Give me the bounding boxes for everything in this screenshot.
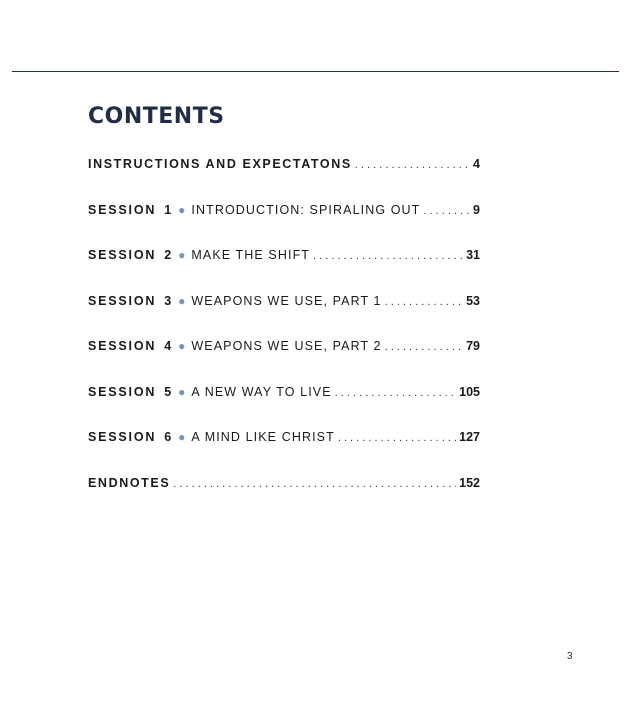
session-title: MAKE THE SHIFT — [191, 248, 311, 262]
session-word: SESSION — [88, 293, 157, 308]
dot-leader — [338, 432, 456, 444]
session-word: SESSION — [88, 202, 157, 217]
toc-page-number: 53 — [466, 293, 480, 308]
session-number: 5 — [164, 384, 172, 399]
toc-page-number: 4 — [473, 157, 480, 171]
toc-entry-session-1[interactable] — [88, 203, 480, 249]
dot-leader — [335, 387, 456, 399]
toc-page-number: 79 — [466, 339, 480, 353]
bullet-icon: ● — [178, 293, 186, 308]
session-title: A MIND LIKE CHRIST — [191, 430, 335, 444]
toc-entry-label: ENDNOTES — [88, 475, 171, 490]
dot-leader — [385, 296, 463, 308]
toc-entry-session-4[interactable] — [88, 339, 480, 385]
bullet-icon: ● — [178, 248, 186, 262]
toc-entry-session-3[interactable] — [88, 294, 480, 340]
session-number: 1 — [164, 202, 172, 217]
session-number: 4 — [164, 339, 172, 353]
bullet-icon: ● — [178, 339, 186, 353]
bullet-icon: ● — [178, 430, 186, 444]
session-word: SESSION — [88, 384, 157, 399]
toc-entry-label: INSTRUCTIONS AND EXPECTATONS — [88, 157, 352, 171]
session-number: 3 — [164, 293, 172, 308]
session-title: WEAPONS WE USE, PART 2 — [191, 339, 382, 353]
top-rule — [12, 71, 619, 72]
page-title: CONTENTS — [88, 104, 225, 129]
session-word: SESSION — [88, 430, 157, 444]
table-of-contents — [88, 157, 480, 521]
page-folio: 3 — [567, 651, 573, 662]
toc-entry-session-5[interactable] — [88, 385, 480, 431]
dot-leader — [385, 341, 463, 353]
toc-page-number: 105 — [459, 384, 480, 399]
session-word: SESSION — [88, 339, 157, 353]
toc-page-number: 152 — [459, 475, 480, 490]
toc-page-number: 9 — [473, 202, 480, 217]
dot-leader — [173, 478, 456, 490]
dot-leader — [313, 250, 463, 262]
session-title: WEAPONS WE USE, PART 1 — [191, 293, 382, 308]
session-title: A NEW WAY TO LIVE — [191, 384, 332, 399]
session-title: INTRODUCTION: SPIRALING OUT — [191, 202, 421, 217]
toc-entry-instructions[interactable] — [88, 157, 480, 203]
bullet-icon: ● — [178, 202, 186, 217]
toc-page-number: 31 — [466, 248, 480, 262]
dot-leader — [423, 205, 470, 217]
session-number: 2 — [164, 248, 172, 262]
toc-entry-session-6[interactable] — [88, 430, 480, 476]
session-number: 6 — [164, 430, 172, 444]
toc-page-number: 127 — [459, 430, 480, 444]
bullet-icon: ● — [178, 384, 186, 399]
session-word: SESSION — [88, 248, 157, 262]
dot-leader — [355, 159, 470, 171]
toc-entry-session-2[interactable] — [88, 248, 480, 294]
toc-entry-endnotes[interactable] — [88, 476, 480, 522]
